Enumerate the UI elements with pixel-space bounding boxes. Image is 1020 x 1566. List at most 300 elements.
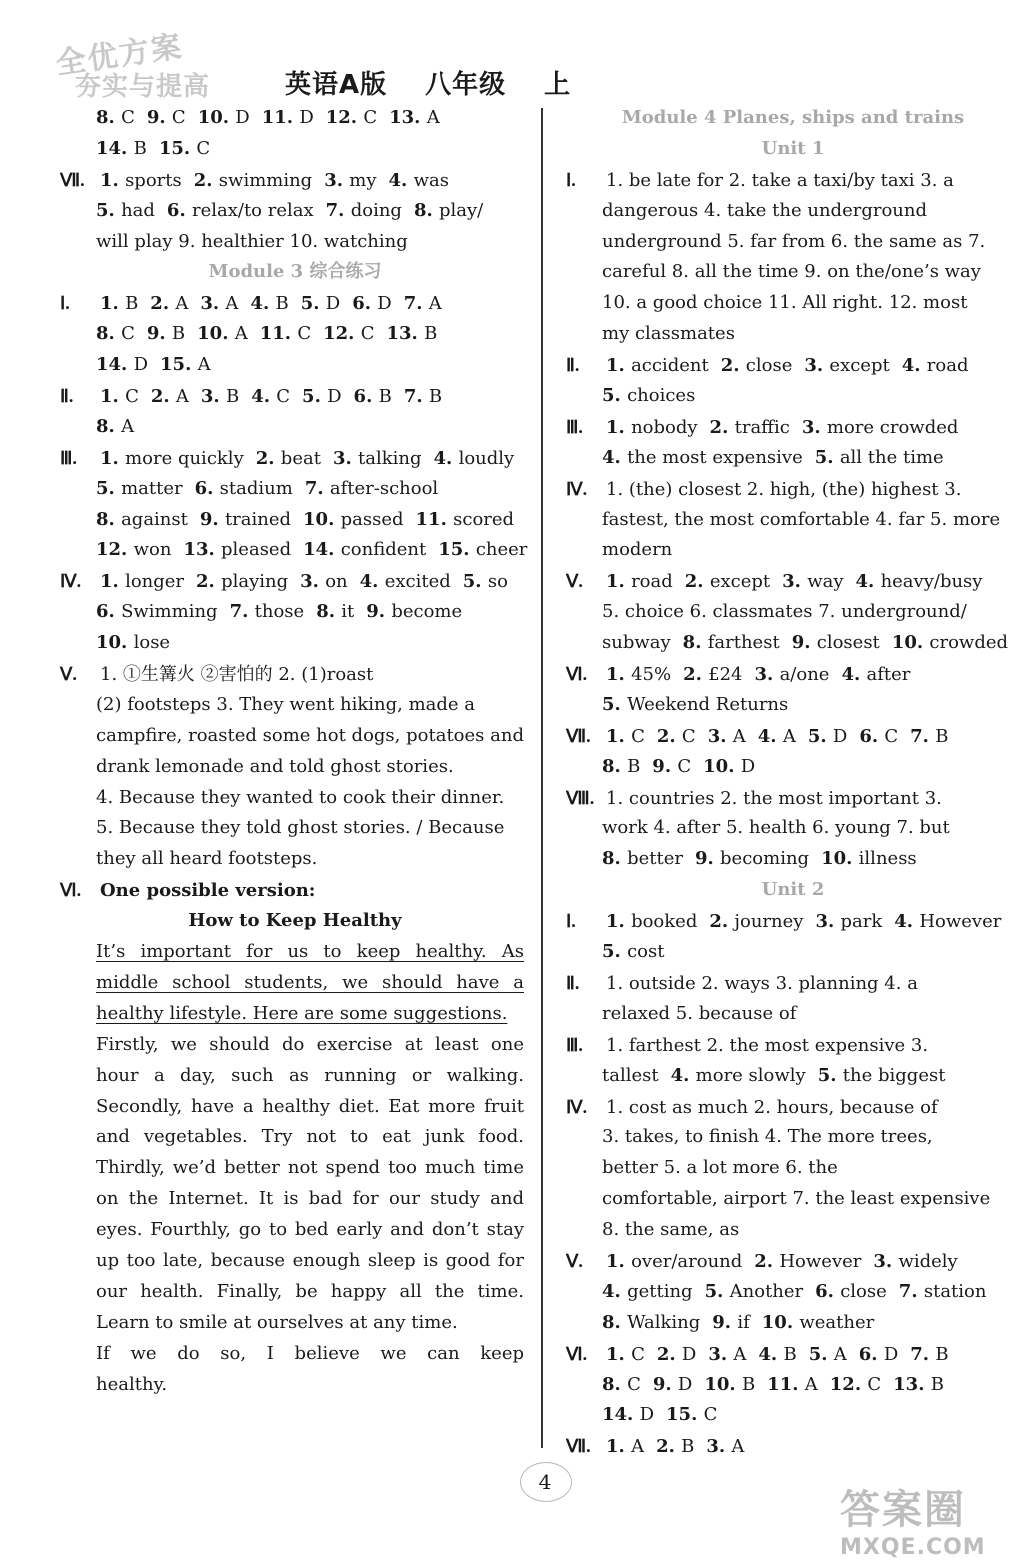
answer-item [96,138,147,159]
item-answer: if [737,1311,750,1333]
item-answer: road [926,355,969,377]
item-number: 3. [706,1436,732,1458]
item-number: 2. [255,447,281,469]
item-number: 2. [656,725,682,747]
answer-item [809,1344,847,1365]
answer-item [96,354,148,375]
answer-item [316,601,354,622]
section-heading: Module 4 Planes, ships and trains [621,107,965,128]
item-number: 1. [606,725,632,747]
item-answer: A [426,107,440,128]
answer-text: 1. outside 2. ways 3. planning 4. a [606,972,918,994]
section-number: Ⅴ. [60,664,77,685]
item-answer: doing [350,199,402,221]
answer-item [657,1344,697,1365]
item-number: 2. [150,293,176,315]
answer-item [606,911,697,932]
item-number: 7. [304,477,330,499]
answer-item [303,509,404,530]
item-answer: so [487,571,508,593]
answer-text: drank lemonade and told ghost stories. [96,755,454,777]
subject-label: 英语A版 [285,70,388,100]
answer-text: 1. cost as much 2. hours, because of [606,1096,938,1118]
answer-item [100,170,182,191]
item-number: 4. [758,1343,784,1365]
item-answer: sports [125,169,182,191]
item-answer: beat [280,447,321,469]
item-answer: B [741,1373,756,1395]
answer-item [602,385,695,406]
item-answer: the most expensive [627,446,803,468]
item-number: 12. [829,1373,868,1395]
answer-item [602,632,671,653]
item-number: 8. [602,1373,628,1395]
answer-text: underground 5. far from 6. the same as 7. [602,230,986,252]
section-number: Ⅳ. [566,478,588,499]
item-number: 10. [96,632,134,654]
item-answer: play/ [439,199,484,221]
item-answer: cost [627,941,665,963]
answer-item [815,911,882,932]
item-number: 2. [720,355,746,377]
answer-line [566,443,1020,474]
item-number: 4. [388,169,414,191]
item-answer: crowded [929,632,1009,654]
item-number: 5. [817,1064,843,1086]
item-answer: pleased [221,539,292,561]
answer-item [200,293,238,314]
item-answer: longer [125,571,185,593]
answer-text: better 5. a lot more 6. the [602,1157,838,1179]
item-number: 8. [602,1311,628,1333]
answer-item [910,1344,948,1365]
essay-line [60,1061,530,1092]
answer-text: 3. takes, to finish 4. The more trees, [602,1126,933,1148]
answer-text: careful 8. all the time 9. on the/one’s way [602,261,981,283]
section-heading: Unit 2 [761,879,825,901]
item-number: 15. [438,539,476,561]
answer-line [566,999,1020,1030]
item-number: 6. [858,1343,884,1365]
answer-item [683,632,780,653]
answer-item [96,200,155,221]
answer-item [352,293,392,314]
essay-text: healthy. [96,1373,168,1395]
answer-item [195,478,293,499]
item-number: 14. [96,354,134,376]
answer-item [703,756,755,777]
answer-line [566,474,1020,505]
answer-item [792,632,880,653]
item-answer: Weekend Returns [627,693,789,715]
item-number: 8. [96,323,122,345]
answer-line [566,1153,1020,1184]
item-number: 13. [893,1373,931,1395]
item-answer: getting [627,1280,693,1302]
essay-line [60,1092,530,1123]
item-number: 3. [873,1250,899,1272]
item-number: 4. [602,1280,628,1302]
answer-item [602,447,803,468]
answer-line [60,134,530,165]
answer-item [859,726,898,747]
item-number: 1. [100,571,126,593]
answer-line [566,566,1020,597]
item-number: 2. [656,1436,682,1458]
answer-item [671,1065,806,1086]
item-number: 1. [606,416,632,438]
item-answer: However [779,1250,862,1272]
answer-item [96,632,170,653]
answer-item [300,571,348,592]
answer-line [566,721,1020,752]
answer-line [566,412,1020,443]
answer-item [183,539,291,560]
answer-item [434,448,515,469]
answer-line [566,1277,1020,1308]
item-number: 3. [754,664,780,686]
item-answer: C [297,323,312,345]
answer-line [60,319,530,350]
answer-item [902,355,969,376]
item-number: 3. [707,725,733,747]
answer-line [60,103,530,134]
answer-item [815,1281,887,1302]
essay-text: Thirdly, we’d better not spend too much time [96,1157,524,1179]
item-number: 1. [606,664,632,686]
answer-line [566,1370,1020,1401]
answer-line [566,690,1020,721]
answer-line [60,196,530,227]
item-answer: lose [133,632,171,654]
item-answer: B [171,323,186,345]
item-answer: accident [631,355,709,377]
answer-line [566,288,1020,319]
section-number: Ⅴ. [566,1250,583,1271]
answer-item [414,200,483,221]
item-answer: won [133,539,172,561]
essay-line [60,968,530,999]
item-number: 2. [193,169,219,191]
answer-item [657,726,696,747]
essay-line [60,1153,530,1184]
answer-item [416,509,515,530]
answer-line [60,350,530,381]
answer-item [808,726,848,747]
answer-line [566,227,1020,258]
item-number: 3. [332,447,358,469]
answer-line [60,443,530,474]
essay-line [60,1339,530,1370]
answer-item [96,509,188,530]
essay-title: How to Keep Healthy [188,910,402,932]
item-answer: on [325,571,348,593]
answer-item [463,571,508,592]
answer-line [566,535,1020,566]
essay-text: Firstly, we should do exercise at least one [96,1033,524,1055]
page-header [0,0,1020,110]
item-number: 9. [694,848,721,870]
item-number: 4. [757,725,783,747]
item-answer: C [363,107,378,128]
item-answer: station [923,1280,987,1302]
answer-item [251,386,290,407]
item-number: 5. [602,941,628,963]
item-number: 2. [709,416,735,438]
item-answer: becoming [720,848,810,870]
item-answer: weather [799,1311,875,1333]
item-answer: C [171,107,186,128]
item-answer: B [627,755,641,777]
item-answer: A [732,725,746,747]
answer-item [100,293,138,314]
volume-label: 上 [544,70,572,100]
answer-item [685,571,770,592]
answer-item [755,664,830,685]
answer-line [566,1308,1020,1339]
item-answer: C [196,137,211,159]
answer-item [262,107,314,128]
answer-text: fastest, the most comfortable 4. far 5. more [602,508,1001,530]
answer-line [566,1184,1020,1215]
answer-item [194,170,312,191]
answer-item [151,386,189,407]
watermark-logo [840,1478,1010,1558]
answer-item [602,1281,693,1302]
answer-item [360,571,451,592]
item-number: 8. [602,755,628,777]
item-number: 5. [808,1343,834,1365]
answer-item [708,726,746,747]
answer-item [856,571,983,592]
item-answer: A [175,386,189,408]
item-number: 8. [316,601,342,623]
item-answer: D [883,1343,899,1365]
item-number: 13. [386,323,425,345]
item-number: 1. [606,355,632,377]
item-answer: farthest [707,632,780,654]
answer-line [566,1215,1020,1246]
item-answer: D [832,725,848,747]
answer-item [197,323,248,344]
item-number: 2. [709,911,735,933]
item-number: 4. [602,446,628,468]
item-number: 3. [782,571,808,593]
answer-item [606,726,645,747]
item-number: 2. [684,571,710,593]
item-answer: B [378,386,392,408]
item-number: 5. [814,446,840,468]
item-number: 10. [761,1311,800,1333]
item-answer: it [341,601,355,623]
section-number: Ⅵ. [60,880,82,901]
answer-item [804,355,889,376]
answer-item [767,1374,818,1395]
item-number: 4. [670,1064,696,1086]
item-answer: B [125,293,139,315]
essay-text: and vegetables. Try not to eat junk food. [96,1126,524,1148]
item-answer: B [935,725,949,747]
item-number: 6. [353,386,379,408]
item-number: 11. [259,323,298,345]
item-answer: £24 [708,664,743,686]
answer-item [602,1374,641,1395]
answer-text: modern [602,539,673,561]
section-number: Ⅰ. [566,911,576,932]
answer-item [910,726,948,747]
item-answer: journey [734,911,804,933]
answer-item [606,571,673,592]
answer-item [96,107,135,128]
answer-item [892,632,1008,653]
item-number: 13. [183,539,222,561]
answer-line [566,1030,1020,1061]
answer-text: comfortable, airport 7. the least expensive [602,1188,991,1210]
item-number: 3. [815,911,841,933]
item-answer: relax/to relax [191,199,314,221]
section-heading: Module 3 综合练习 [208,261,382,283]
answer-item [201,386,239,407]
answer-item [324,170,376,191]
answer-line [60,165,530,196]
answer-text: will play 9. healthier 10. watching [96,230,408,252]
item-number: 7. [910,1343,936,1365]
item-number: 11. [261,107,300,128]
answer-item [782,571,843,592]
item-answer: except [709,571,771,593]
answer-line [60,721,530,752]
item-number: 9. [146,107,172,128]
item-number: 12. [323,323,361,345]
answer-item [830,1374,881,1395]
section-number: Ⅲ. [60,447,77,468]
page-number-text: 4 [538,1470,552,1494]
item-answer: those [254,601,305,623]
item-answer: choices [627,385,696,407]
section-number: Ⅷ. [566,787,595,808]
section-number: Ⅱ. [566,972,580,993]
answer-item [894,911,1001,932]
answer-line [566,659,1020,690]
item-answer: C [677,755,692,777]
item-number: 5. [300,293,326,315]
item-answer: tallest [602,1064,659,1086]
answer-line [566,628,1020,659]
item-answer: C [884,725,899,747]
answer-line [566,1431,1020,1462]
watermark-top-text: 答案圈 [840,1487,966,1533]
item-number: 3. [200,293,226,315]
item-answer: passed [340,508,404,530]
answer-text: 8. the same, as [602,1219,740,1241]
answer-item [710,417,790,438]
item-number: 7. [898,1280,924,1302]
item-answer: swimming [218,169,313,191]
section-number: Ⅰ. [566,169,576,190]
item-answer: D [327,386,342,408]
item-number: 9. [199,508,225,530]
item-answer: against [121,508,188,530]
answer-item [721,355,793,376]
answer-item [709,911,803,932]
item-number: 9. [712,1311,738,1333]
answer-item [198,107,250,128]
item-number: 3. [200,386,226,408]
answer-text: work 4. after 5. health 6. young 7. but [602,817,950,839]
answer-line [566,597,1020,628]
answer-line [60,381,530,412]
answer-line [60,535,530,566]
item-answer: D [299,107,314,128]
item-answer: D [325,293,341,315]
item-answer: C [627,1373,641,1395]
answer-text: 4. Because they wanted to cook their dinner. [96,786,505,808]
answer-item [404,293,442,314]
answer-item [305,478,438,499]
item-answer: traffic [734,416,790,438]
item-answer: more quickly [125,447,244,469]
answer-text: 1. ①生篝火 ②害怕的 2. (1)roast [100,664,374,686]
answer-item [758,1344,796,1365]
answer-line [566,1092,1020,1123]
item-number: 3. [801,416,827,438]
answer-line [60,875,530,906]
item-answer: excited [384,571,451,593]
item-answer: playing [221,571,289,593]
item-answer: A [197,354,211,376]
item-answer: B [930,1373,944,1395]
item-answer: B [225,386,240,408]
item-number: 1. [606,571,632,593]
answer-item [96,478,183,499]
answer-item [754,1251,861,1272]
item-number: 10. [821,848,859,870]
essay-text: Learn to smile at ourselves at any time. [96,1311,458,1333]
answer-item [653,1374,693,1395]
item-number: 1. [100,447,126,469]
item-answer: except [829,355,890,377]
answer-text: 1. (the) closest 2. high, (the) highest 3. [606,478,962,500]
item-number: 9. [366,601,392,623]
answer-text: they all heard footsteps. [96,848,318,870]
item-number: 7. [229,601,255,623]
item-answer: A [428,293,442,315]
essay-text: up too late, because enough sleep is good for [96,1249,524,1271]
answer-item [602,1065,659,1086]
item-number: 7. [325,199,351,221]
answer-item [250,293,288,314]
item-answer: A [121,415,135,437]
answer-item [100,386,139,407]
answer-item [302,386,342,407]
item-answer: way [807,571,844,593]
item-number: 2. [196,571,222,593]
answer-text: relaxed 5. because of [602,1002,797,1024]
item-answer: C [121,323,135,345]
item-answer: C [703,1404,718,1426]
answer-line [566,165,1020,196]
item-number: 6. [166,199,192,221]
left-column [60,103,530,1400]
item-answer: illness [858,848,917,870]
item-answer: A [733,1343,747,1365]
answer-line [566,1122,1020,1153]
answer-text: 5. Because they told ghost stories. / Because [96,817,505,839]
item-number: 2. [754,1250,780,1272]
item-answer: A [234,323,248,345]
answer-line [60,597,530,628]
item-number: 5. [96,477,122,499]
